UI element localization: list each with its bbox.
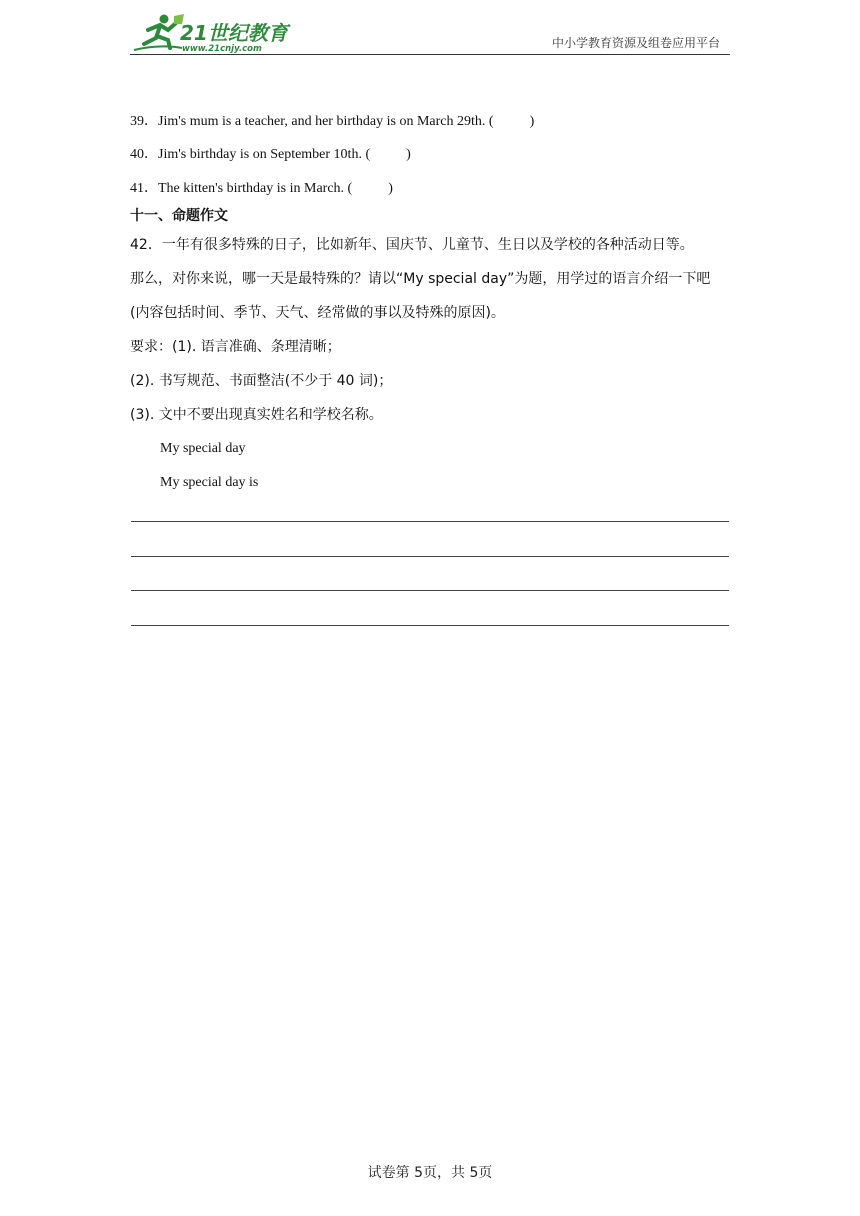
logo-url: www.21cnjy.com	[182, 44, 262, 54]
q42-line-3: (内容包括时间、季节、天气、经常做的事以及特殊的原因)。	[130, 305, 505, 321]
question-39	[130, 113, 534, 131]
close-paren: )	[406, 147, 411, 162]
question-number: 41．	[130, 181, 158, 196]
platform-name: 中小学教育资源及组卷应用平台	[551, 36, 720, 50]
logo-text: 21世纪教育	[180, 21, 288, 45]
question-40	[130, 146, 411, 164]
question-text: Jim's mum is a teacher, and her birthday is on March 29th. (	[158, 114, 494, 129]
requirement-2: (2). 书写规范、书面整洁(不少于 40 词)；	[130, 373, 393, 389]
site-logo	[130, 10, 300, 54]
close-paren: )	[388, 181, 393, 196]
question-text: Jim's birthday is on September 10th. (	[158, 147, 371, 162]
writing-line[interactable]	[131, 556, 729, 557]
question-41	[130, 180, 393, 198]
close-paren: )	[529, 114, 535, 129]
requirement-3: (3). 文中不要出现真实姓名和学校名称。	[130, 407, 383, 423]
question-number: 40．	[130, 147, 158, 162]
essay-title: My special day	[160, 441, 246, 456]
question-text: The kitten's birthday is in March. (	[158, 181, 353, 196]
q42-line-1: 42．一年有很多特殊的日子，比如新年、国庆节、儿童节、生日以及学校的各种活动日等。	[130, 237, 694, 253]
writing-line[interactable]	[131, 521, 729, 522]
question-number: 39．	[130, 114, 158, 129]
page-header	[130, 8, 730, 55]
page-footer: 试卷第 5页，共 5页	[367, 1165, 493, 1181]
writing-line[interactable]	[131, 625, 729, 626]
writing-line[interactable]	[131, 590, 729, 591]
requirement-1: 要求：(1). 语言准确、条理清晰；	[130, 339, 341, 355]
q42-line-2: 那么，对你来说，哪一天是最特殊的？请以“My special day”为题，用学过的语言介绍一下吧	[130, 271, 711, 287]
section-title: 十一、命题作文	[130, 208, 228, 224]
essay-start: My special day is	[160, 475, 259, 490]
